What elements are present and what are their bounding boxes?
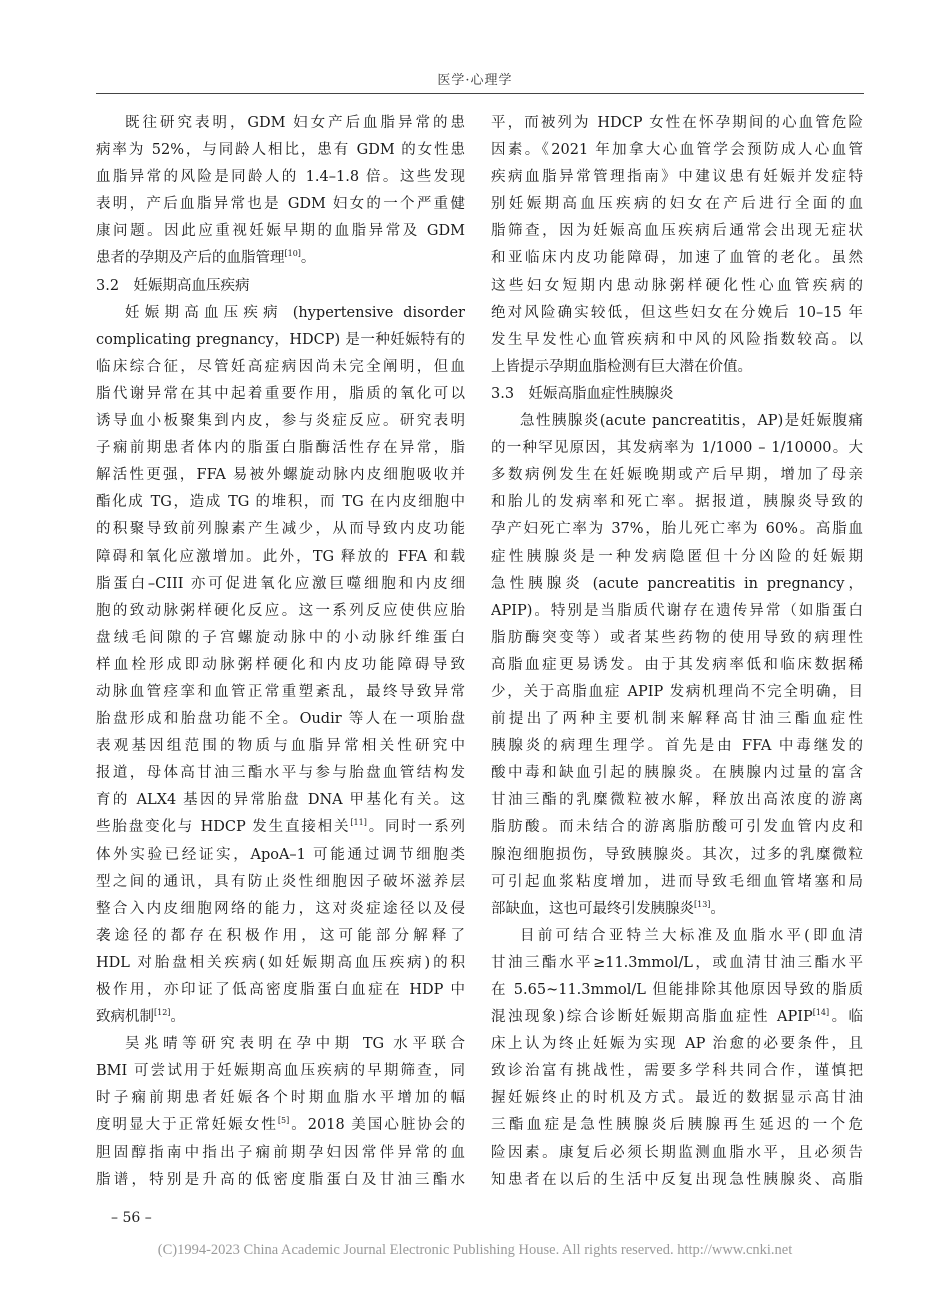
line-text: 临床综合征，尽管妊高症病因尚未完全阐明，但血 xyxy=(96,358,465,375)
line-text: 育的 ALX4 基因的异常胎盘 DNA 甲基化有关。这 xyxy=(96,792,465,809)
line-text: 床上认为终止妊娠为实现 AP 治愈的必要条件，且 xyxy=(491,1036,863,1053)
text-line xyxy=(491,571,863,598)
text-line xyxy=(96,706,465,733)
line-text: 患者的孕期及产后的血脂管理 xyxy=(96,250,285,267)
citation-ref: [12] xyxy=(154,1008,171,1018)
line-text: 胆固醇指南中指出子痫前期孕妇因常伴异常的血 xyxy=(96,1144,465,1161)
line-text: 表观基因组范围的物质与血脂异常相关性研究中 xyxy=(96,738,465,755)
text-line xyxy=(491,462,863,489)
text-line xyxy=(96,814,465,841)
text-line xyxy=(491,869,863,896)
line-text: 动脉血管痉挛和血管正常重塑紊乱，最终导致异常 xyxy=(96,683,465,700)
text-line xyxy=(491,110,863,137)
text-line xyxy=(96,137,465,164)
line-text: 脂谱，特别是升高的低密度脂蛋白及甘油三酯水 xyxy=(96,1171,465,1188)
text-line xyxy=(96,1140,465,1167)
line-text: 血脂异常的风险是同龄人的 1.4–1.8 倍。这些发现 xyxy=(96,169,465,186)
text-line xyxy=(491,733,863,760)
line-text: 这些妇女短期内患动脉粥样硬化性心血管疾病的 xyxy=(491,277,863,294)
text-line xyxy=(491,489,863,516)
line-text: 解活性更强，FFA 易被外螺旋动脉内皮细胞吸收并 xyxy=(96,467,465,484)
line-text: 疾病血脂异常管理指南》中建议患有妊娠并发症特 xyxy=(491,169,863,186)
line-text-tail: 。 xyxy=(170,1009,185,1026)
line-text: 因素。《2021 年加拿大心血管学会预防成人心血管 xyxy=(491,142,863,159)
line-text: 度明显大于正常妊娠女性 xyxy=(96,1117,278,1134)
citation-ref: [13] xyxy=(694,899,711,909)
running-header: 医学·心理学 xyxy=(437,73,513,88)
line-text: 表明，产后血脂异常也是 GDM 妇女的一个严重健 xyxy=(96,196,465,213)
right-column xyxy=(491,110,863,1194)
text-line xyxy=(96,896,465,923)
text-line xyxy=(491,300,863,327)
text-line xyxy=(96,1085,465,1112)
text-line xyxy=(96,164,465,191)
line-text: 的一种罕见原因，其发病率为 1/1000 – 1/10000。大 xyxy=(491,440,863,457)
text-line xyxy=(96,625,465,652)
text-line xyxy=(96,110,465,137)
text-line xyxy=(96,354,465,381)
line-text-tail: 。2018 美国心脏协会的 xyxy=(289,1117,465,1134)
text-line xyxy=(96,1167,465,1194)
text-line xyxy=(96,1004,465,1031)
line-text: 急性胰腺炎(acute pancreatitis，AP)是妊娠腹痛 xyxy=(520,413,863,430)
text-line xyxy=(96,516,465,543)
line-text: 高脂血症更易诱发。由于其发病率低和临床数据稀 xyxy=(491,656,863,673)
line-text: 可引起血浆粘度增加，进而导致毛细血管堵塞和局 xyxy=(491,873,863,890)
text-line xyxy=(491,1112,863,1139)
line-text: 极作用，亦印证了低高密度脂蛋白血症在 HDP 中 xyxy=(96,982,465,998)
line-text: APIP)。特别是当脂质代谢存在遗传异常（如脂蛋白 xyxy=(491,602,863,619)
text-line xyxy=(96,1112,465,1139)
line-text: 和亚临床内皮功能障碍，加速了血管的老化。虽然 xyxy=(491,250,863,267)
text-line xyxy=(96,787,465,814)
line-text: 既往研究表明，GDM 妇女产后血脂异常的患 xyxy=(125,115,465,131)
copyright-footer: (C)1994-2023 China Academic Journal Electronic Publishing House. All rights reserved. http://www.cnki.net xyxy=(157,1242,793,1258)
line-text: 甘油三酯的乳糜微粒被水解，释放出高浓度的游离 xyxy=(491,792,863,809)
text-line xyxy=(491,354,863,381)
text-line xyxy=(96,923,465,950)
line-text: 的积聚导致前列腺素产生减少，从而导致内皮功能 xyxy=(96,521,465,538)
line-text: 混浊现象)综合诊断妊娠期高脂血症性 APIP xyxy=(491,1009,813,1026)
section-heading xyxy=(491,381,863,408)
line-text: 胎盘形成和胎盘功能不全。Oudir 等人在一项胎盘 xyxy=(96,711,465,728)
line-text: 致诊治富有挑战性，需要多学科共同合作，谨慎把 xyxy=(491,1063,863,1080)
line-text: 3.2 妊娠期高血压疾病 xyxy=(96,277,250,294)
line-text: 多数病例发生在妊娠晚期或产后早期，增加了母亲 xyxy=(491,467,863,484)
line-text: 酸中毒和缺血引起的胰腺炎。在胰腺内过量的富含 xyxy=(491,765,863,782)
section-heading xyxy=(96,273,465,300)
text-line xyxy=(491,923,863,950)
line-text: 症性胰腺炎是一种发病隐匿但十分凶险的妊娠期 xyxy=(491,548,863,565)
text-line xyxy=(491,977,863,1004)
text-line xyxy=(491,435,863,462)
text-line xyxy=(96,462,465,489)
line-text: 胰腺炎的病理生理学。首先是由 FFA 中毒继发的 xyxy=(491,738,863,755)
line-text: 急性胰腺炎 (acute pancreatitis in pregnancy， xyxy=(491,575,863,592)
line-text: 妊娠期高血压疾病 (hypertensive disorder xyxy=(125,304,465,321)
text-line xyxy=(491,1004,863,1031)
line-text: HDL 对胎盘相关疾病(如妊娠期高血压疾病)的积 xyxy=(96,954,465,971)
text-line xyxy=(96,218,465,245)
line-text: 握妊娠终止的时机及方式。最近的数据显示高甘油 xyxy=(491,1090,863,1107)
line-text: 少，关于高脂血症 APIP 发病机理尚不完全明确，目 xyxy=(491,683,863,700)
text-line xyxy=(491,191,863,218)
citation-ref: [5] xyxy=(277,1116,290,1126)
line-text: 体外实验已经证实，ApoA–1 可能通过调节细胞类 xyxy=(96,846,465,863)
text-line xyxy=(491,516,863,543)
line-text: 样血栓形成即动脉粥样硬化和内皮功能障碍导致 xyxy=(96,656,465,673)
text-line xyxy=(96,408,465,435)
text-line xyxy=(96,1031,465,1058)
line-text: 障碍和氧化应激增加。此外，TG 释放的 FFA 和载 xyxy=(96,548,465,565)
text-line xyxy=(491,896,863,923)
line-text: 别妊娠期高血压疾病的妇女在产后进行全面的血 xyxy=(491,196,863,213)
text-line xyxy=(96,191,465,218)
line-text-tail: 。临 xyxy=(829,1009,863,1026)
text-line xyxy=(96,842,465,869)
line-text: 康问题。因此应重视妊娠早期的血脂异常及 GDM xyxy=(96,223,465,240)
line-text: 孕产妇死亡率为 37%，胎儿死亡率为 60%。高脂血 xyxy=(491,521,863,538)
line-text: 致病机制 xyxy=(96,1009,154,1026)
text-line xyxy=(491,245,863,272)
text-line xyxy=(96,245,465,272)
line-text: 酯化成 TG，造成 TG 的堆积，而 TG 在内皮细胞中 xyxy=(96,494,465,511)
text-line xyxy=(96,869,465,896)
line-text: BMI 可尝试用于妊娠期高血压疾病的早期筛查，同 xyxy=(96,1063,465,1080)
text-line xyxy=(491,1031,863,1058)
text-line xyxy=(491,652,863,679)
text-line xyxy=(96,489,465,516)
text-line xyxy=(96,652,465,679)
text-line xyxy=(96,1058,465,1085)
citation-ref: [14] xyxy=(812,1008,830,1018)
line-text: 盘绒毛间隙的子宫螺旋动脉中的小动脉纤维蛋白 xyxy=(96,629,465,646)
line-text: 脂筛查，因为妊娠高血压疾病后通常会出现无症状 xyxy=(491,223,863,240)
text-line xyxy=(491,327,863,354)
text-line xyxy=(96,598,465,625)
text-line xyxy=(96,300,465,327)
text-line xyxy=(491,814,863,841)
line-text: 在 5.65~11.3mmol/L 但能排除其他原因导致的脂质 xyxy=(491,982,863,998)
text-line xyxy=(96,327,465,354)
line-text: 胞的致动脉粥样硬化反应。这一系列反应使供应胎 xyxy=(96,602,465,619)
text-line xyxy=(491,1140,863,1167)
line-text: 些胎盘变化与 HDCP 发生直接相关 xyxy=(96,819,351,836)
line-text: 脂代谢异常在其中起着重要作用，脂质的氧化可以 xyxy=(96,385,465,402)
line-text: 时子痫前期患者妊娠各个时期血脂水平增加的幅 xyxy=(96,1090,465,1107)
line-text-tail: 。 xyxy=(710,900,725,917)
line-text: 目前可结合亚特兰大标准及血脂水平(即血清 xyxy=(520,927,863,944)
line-text: 前提出了两种主要机制来解释高甘油三酯血症性 xyxy=(491,711,863,728)
page-number: – 56 – xyxy=(111,1210,152,1226)
text-line xyxy=(491,950,863,977)
line-text: 甘油三酯水平≥11.3mmol/L，或血清甘油三酯水平 xyxy=(491,954,863,971)
line-text: 吴兆晴等研究表明在孕中期 TG 水平联合 xyxy=(125,1036,465,1053)
text-line xyxy=(96,679,465,706)
text-line xyxy=(96,571,465,598)
line-text: 整合入内皮细胞网络的能力，这对炎症途径以及侵 xyxy=(96,900,465,917)
header-rule xyxy=(96,93,864,94)
line-text: 和胎儿的发病率和死亡率。据报道，胰腺炎导致的 xyxy=(491,494,863,511)
text-line xyxy=(491,408,863,435)
text-line xyxy=(491,1085,863,1112)
text-line xyxy=(491,1058,863,1085)
text-line xyxy=(491,273,863,300)
text-line xyxy=(96,435,465,462)
line-text: complicating pregnancy，HDCP) 是一种妊娠特有的 xyxy=(96,331,465,348)
text-line xyxy=(491,164,863,191)
text-line xyxy=(491,1167,863,1194)
line-text: 脂肪酸。而未结合的游离脂肪酸可引发血管内皮和 xyxy=(491,819,863,836)
line-text: 病率为 52%，与同龄人相比，患有 GDM 的女性患 xyxy=(96,142,465,159)
text-line xyxy=(491,706,863,733)
line-text: 诱导血小板聚集到内皮，参与炎症反应。研究表明 xyxy=(96,413,465,430)
line-text: 上皆提示孕期血脂检测有巨大潜在价值。 xyxy=(491,358,752,375)
text-line xyxy=(96,381,465,408)
line-text: 报道，母体高甘油三酯水平与参与胎盘血管结构发 xyxy=(96,765,465,782)
citation-ref: [10] xyxy=(284,249,301,259)
text-line xyxy=(491,787,863,814)
line-text: 袭途径的都存在积极作用，这可能部分解释了 xyxy=(96,927,465,944)
text-line xyxy=(491,544,863,571)
line-text: 腺泡细胞损伤，导致胰腺炎。其次，过多的乳糜微粒 xyxy=(491,846,863,863)
line-text: 知患者在以后的生活中反复出现急性胰腺炎、高脂 xyxy=(491,1171,863,1188)
text-line xyxy=(491,625,863,652)
line-text: 发生早发性心血管疾病和中风的风险指数较高。以 xyxy=(491,331,863,348)
text-line xyxy=(491,137,863,164)
line-text: 部缺血，这也可最终引发胰腺炎 xyxy=(491,900,694,917)
text-line xyxy=(491,760,863,787)
line-text-tail: 。同时一系列 xyxy=(366,819,465,836)
line-text: 平，而被列为 HDCP 女性在怀孕期间的心血管危险 xyxy=(491,115,863,131)
text-line xyxy=(491,679,863,706)
line-text: 绝对风险确实较低，但这些妇女在分娩后 10–15 年 xyxy=(491,304,863,321)
text-line xyxy=(491,598,863,625)
line-text: 脂肪酶突变等）或者某些药物的使用导致的病理性 xyxy=(491,629,863,646)
line-text: 子痫前期患者体内的脂蛋白脂酶活性存在异常，脂 xyxy=(96,440,465,457)
line-text: 3.3 妊娠高脂血症性胰腺炎 xyxy=(491,385,674,402)
text-line xyxy=(96,977,465,1004)
left-column xyxy=(96,110,465,1194)
line-text: 险因素。康复后必须长期监测血脂水平，且必须告 xyxy=(491,1144,863,1161)
line-text-tail: 。 xyxy=(300,250,316,267)
citation-ref: [11] xyxy=(350,818,367,828)
text-line xyxy=(491,842,863,869)
text-line xyxy=(96,544,465,571)
text-line xyxy=(96,950,465,977)
text-line xyxy=(96,733,465,760)
text-line xyxy=(96,760,465,787)
line-text: 脂蛋白–CIII 亦可促进氧化应激巨噬细胞和内皮细 xyxy=(96,575,465,592)
text-line xyxy=(491,218,863,245)
line-text: 三酯血症是急性胰腺炎后胰腺再生延迟的一个危 xyxy=(491,1117,863,1134)
line-text: 型之间的通讯，具有防止炎性细胞因子破坏滋养层 xyxy=(96,873,465,890)
